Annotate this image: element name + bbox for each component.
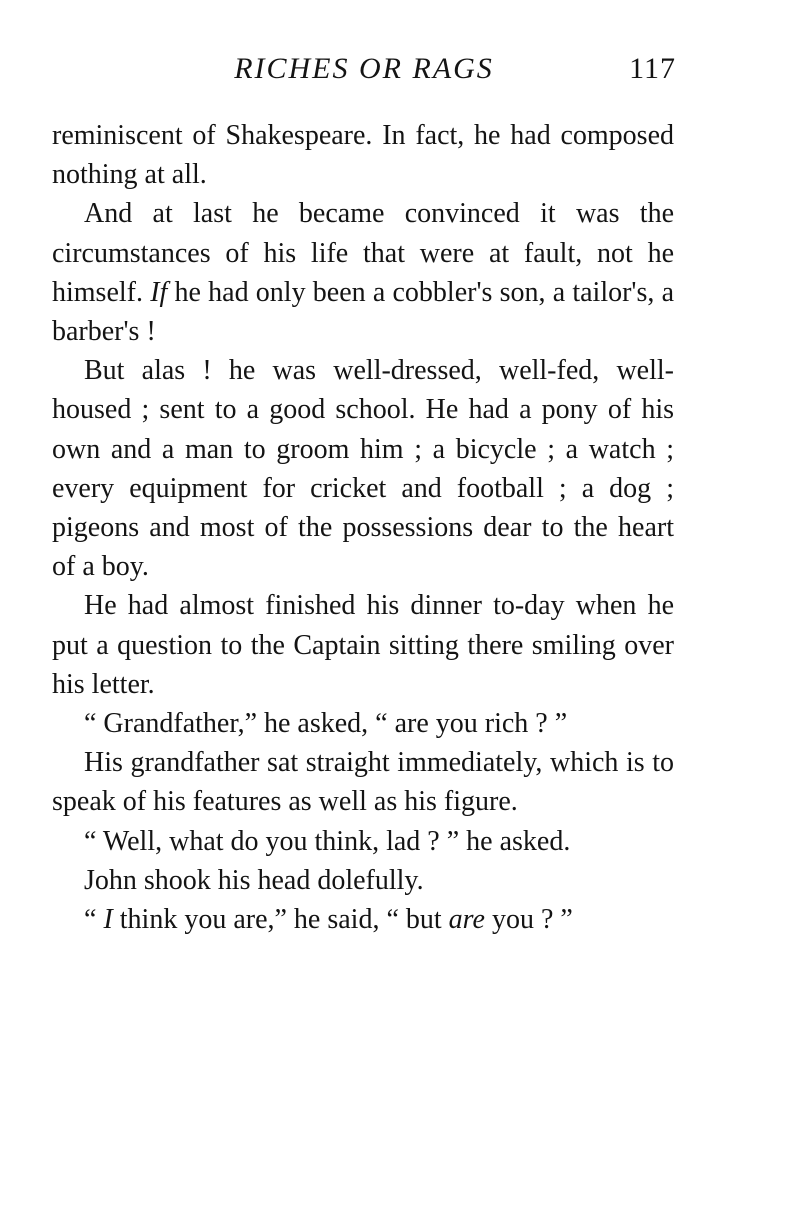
paragraph-text: think you are,” he said, “ but — [112, 904, 449, 936]
dialogue-line: “ Well, what do you think, lad ? ” he asked. — [84, 825, 571, 857]
quote-open: “ — [84, 904, 104, 936]
body-text — [52, 116, 674, 939]
paragraph-text: And at last he became convinced it was the circumstances of his life that were at fault, not he himself. — [52, 198, 674, 308]
page-number: 117 — [629, 52, 676, 85]
paragraph-text: you ? ” — [484, 904, 573, 936]
paragraph-text: he had only been a cobbler's son, a tailor's, a barber's ! — [52, 276, 675, 348]
running-head — [52, 52, 676, 96]
paragraph: He had almost finished his dinner to-day when he put a question to the Captain sitting there smiling over his letter. — [52, 590, 674, 700]
dialogue-line — [52, 900, 674, 939]
dialogue-line: “ Grandfather,” he asked, “ are you rich ? ” — [84, 708, 568, 740]
emphasis: are — [448, 904, 485, 936]
paragraph: His grandfather sat straight immediately, which is to speak of his features as well as his figure. — [52, 747, 674, 818]
emphasis: I — [103, 904, 113, 936]
paragraph-continuation: reminiscent of Shakespeare. In fact, he had composed nothing at all. — [52, 120, 674, 191]
running-title: RICHES OR RAGS — [234, 52, 494, 85]
paragraph: But alas ! he was well-dressed, well-fed, well-housed ; sent to a good school. He had a pony of his own and a man to groom him ; a bicycle ; a watch ; every equipment for cricket and football ; a dog ; pigeons and most of the possessions dear to the heart of a boy. — [52, 355, 674, 583]
emphasis: If — [150, 276, 168, 308]
paragraph: John shook his head dolefully. — [84, 864, 424, 896]
paragraph — [52, 194, 674, 351]
